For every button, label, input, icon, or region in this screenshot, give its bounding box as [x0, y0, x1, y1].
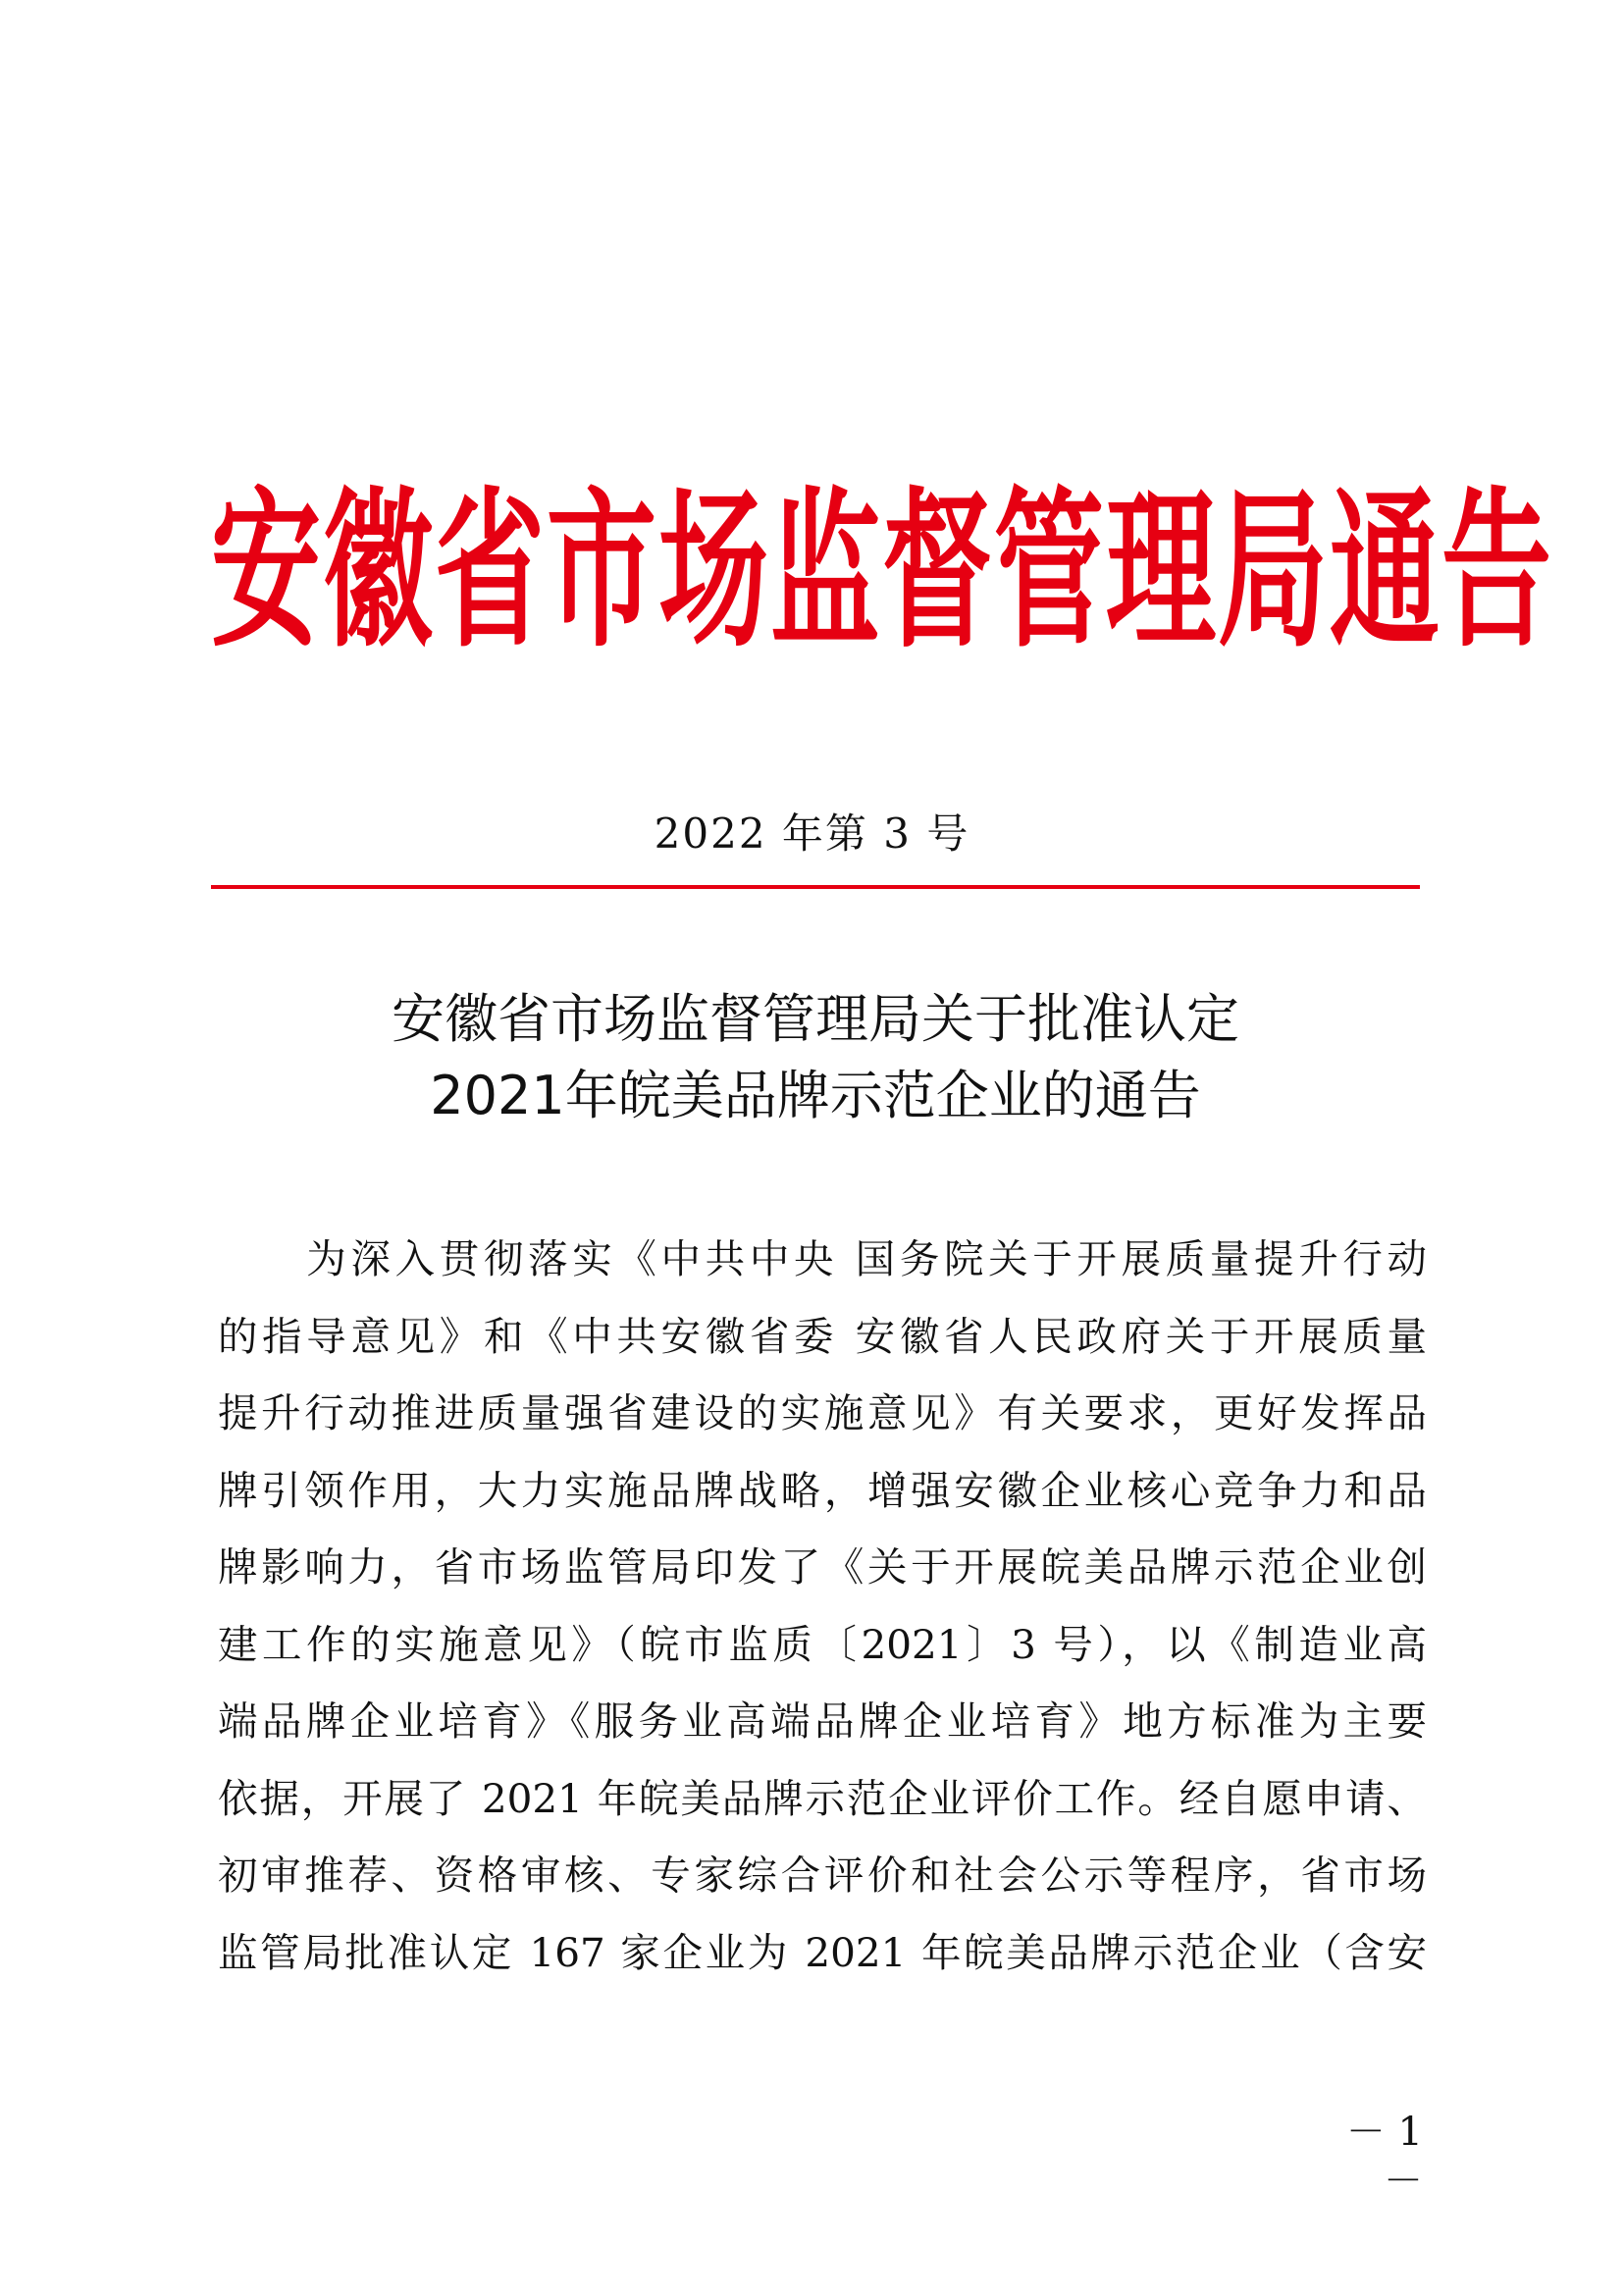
body-line: 提升行动推进质量强省建设的实施意见》有关要求，更好发挥品 [218, 1389, 1427, 1436]
document-title [211, 981, 1420, 1134]
body-line: 建工作的实施意见》（皖市监质〔2021〕3 号），以《制造业高 [218, 1620, 1427, 1668]
document-title-line-2: 2021年皖美品牌示范企业的通告 [430, 1065, 1201, 1126]
body-line: 初审推荐、资格审核、专家综合评价和社会公示等程序，省市场 [218, 1852, 1427, 1899]
document-title-line-1: 安徽省市场监督管理局关于批准认定 [392, 988, 1239, 1050]
body-line: 牌影响力，省市场监管局印发了《关于开展皖美品牌示范企业创 [218, 1543, 1427, 1591]
body-line: 牌引领作用，大力实施品牌战略，增强安徽企业核心竞争力和品 [218, 1466, 1427, 1514]
body-line: 端品牌企业培育》《服务业高端品牌企业培育》地方标准为主要 [218, 1697, 1427, 1745]
red-divider [211, 885, 1420, 889]
page-number: － 1 － [1345, 2110, 1423, 2204]
body-line: 的指导意见》和《中共安徽省委 安徽省人民政府关于开展质量 [218, 1312, 1427, 1360]
body-line: 依据，开展了 2021 年皖美品牌示范企业评价工作。经自愿申请、 [218, 1774, 1427, 1822]
body-paragraph [218, 1221, 1427, 1991]
masthead-title: 安徽省市场监督管理局通告 [211, 471, 1553, 671]
body-line: 监管局批准认定 167 家企业为 2021 年皖美品牌示范企业（含安 [218, 1928, 1427, 1976]
document-number: 2022 年第 3 号 [654, 809, 970, 858]
body-line: 为深入贯彻落实《中共中央 国务院关于开展质量提升行动 [218, 1235, 1427, 1282]
